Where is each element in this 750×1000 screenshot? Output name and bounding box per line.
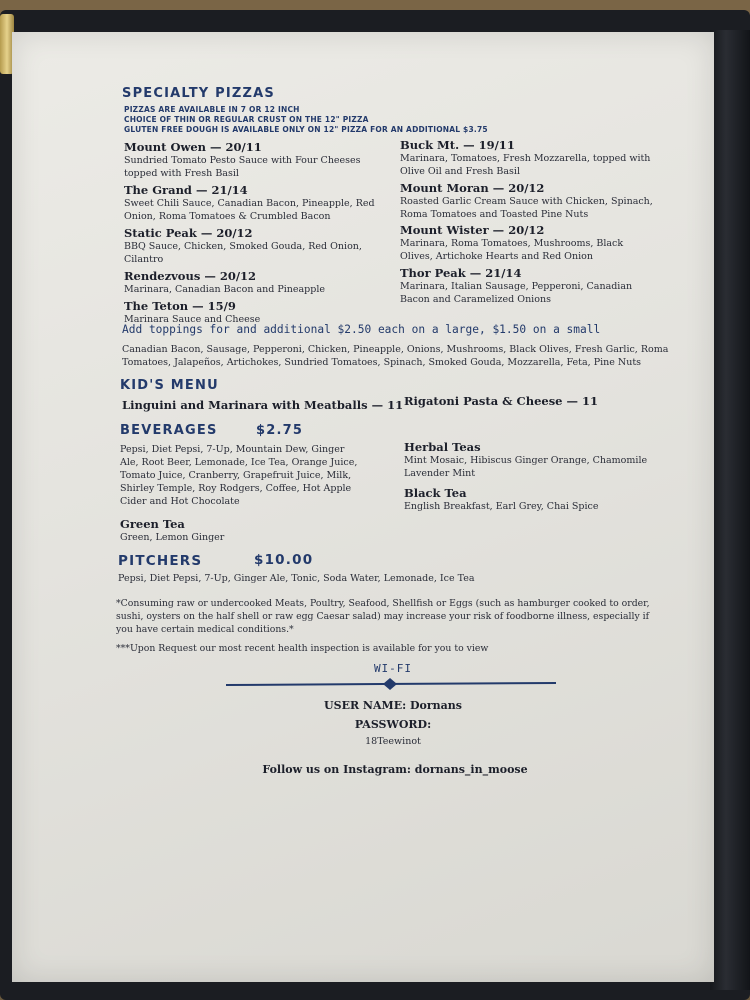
disclaimer-line: you have certain medical conditions.* (116, 624, 294, 635)
pizza-desc: Roma Tomatoes and Toasted Pine Nuts (400, 209, 589, 220)
wifi-heading: WI-FI (373, 662, 413, 675)
pitchers-price: $10.00 (254, 552, 314, 568)
pizza-title: The Teton — 15/9 (124, 299, 236, 313)
pizza-desc: Sundried Tomato Pesto Sauce with Four Cheeses (124, 155, 361, 166)
herbal-teas-desc: Mint Mosaic, Hibiscus Ginger Orange, Chamomile (404, 455, 648, 466)
pitchers-list: Pepsi, Diet Pepsi, 7-Up, Ginger Ale, Tonic, Soda Water, Lemonade, Ice Tea (118, 573, 475, 584)
menu-page (12, 32, 714, 982)
beverage-line: Cider and Hot Chocolate (120, 496, 240, 507)
pizza-desc: Cilantro (124, 254, 164, 265)
pizza-desc: BBQ Sauce, Chicken, Smoked Gouda, Red Onion, (124, 241, 362, 252)
beverage-line: Shirley Temple, Roy Rodgers, Coffee, Hot Apple (120, 483, 352, 494)
pizza-title: Mount Owen — 20/11 (124, 140, 262, 154)
pizza-item (124, 183, 375, 223)
wifi-username: USER NAME: Dornans (324, 699, 462, 712)
beverages-list (120, 443, 357, 508)
pizza-notes (124, 105, 488, 135)
toppings-line: Tomatoes, Jalapeños, Artichokes, Sundried Tomatoes, Spinach, Smoked Gouda, Mozzarella, Feta, Pine Nuts (122, 357, 642, 368)
herbal-teas-title: Herbal Teas (404, 440, 481, 454)
beverages-heading: BEVERAGES (120, 423, 218, 438)
instagram-line: Follow us on Instagram: dornans_in_moose (262, 763, 528, 776)
pizza-desc: Marinara Sauce and Cheese (124, 314, 261, 325)
kids-item-right: Rigatoni Pasta & Cheese — 11 (404, 394, 599, 408)
pizza-item (124, 226, 362, 266)
pizza-desc: Marinara, Tomatoes, Fresh Mozzarella, topped with (400, 153, 651, 164)
pizza-item (400, 223, 623, 263)
pizza-title: Static Peak — 20/12 (124, 226, 253, 240)
raw-food-disclaimer (116, 597, 650, 636)
pizza-desc: Onion, Roma Tomatoes & Crumbled Bacon (124, 211, 331, 222)
kids-item-left: Linguini and Marinara with Meatballs — 11 (122, 398, 404, 412)
pizza-item (124, 299, 260, 326)
pizza-item (400, 266, 632, 306)
pizza-item (124, 140, 361, 180)
black-tea (404, 486, 598, 513)
herbal-teas-desc: Lavender Mint (404, 468, 476, 479)
beverage-line: Ale, Root Beer, Lemonade, Ice Tea, Orange Juice, (120, 457, 358, 468)
binder-spine (710, 30, 750, 990)
beverage-line: Tomato Juice, Cranberry, Grapefruit Juice, Milk, (120, 470, 352, 481)
pizza-item (400, 138, 650, 178)
pizza-item (400, 181, 653, 221)
pizza-desc: Olives, Artichoke Hearts and Red Onion (400, 251, 593, 262)
beverage-line: Pepsi, Diet Pepsi, 7-Up, Mountain Dew, Ginger (120, 444, 345, 455)
black-tea-title: Black Tea (404, 486, 467, 500)
green-tea-title: Green Tea (120, 517, 185, 531)
pizza-title: Thor Peak — 21/14 (400, 266, 522, 280)
pitchers-heading: PITCHERS (118, 553, 203, 569)
pizza-title: The Grand — 21/14 (124, 183, 248, 197)
pizza-desc: Roasted Garlic Cream Sauce with Chicken, Spinach, (400, 196, 653, 207)
herbal-teas (404, 440, 647, 480)
disclaimer-line: sushi, oysters on the half shell or raw egg Caesar salad) may increase your risk of foodborne illness, especially if (116, 611, 650, 622)
pizza-desc: Bacon and Caramelized Onions (400, 294, 551, 305)
pizza-title: Rendezvous — 20/12 (124, 269, 257, 283)
pizza-item (124, 269, 325, 296)
pizzas-heading: SPECIALTY PIZZAS (122, 86, 275, 101)
black-tea-desc: English Breakfast, Earl Grey, Chai Spice (404, 501, 599, 512)
wifi-password: 18Teewinot (365, 736, 421, 747)
kids-heading: KID'S MENU (120, 378, 219, 393)
pizza-desc: topped with Fresh Basil (124, 168, 239, 179)
pizza-note: PIZZAS ARE AVAILABLE IN 7 OR 12 INCH (124, 105, 300, 114)
pizza-desc: Marinara, Canadian Bacon and Pineapple (124, 284, 325, 295)
pizza-desc: Olive Oil and Fresh Basil (400, 166, 521, 177)
disclaimer-line: *Consuming raw or undercooked Meats, Poultry, Seafood, Shellfish or Eggs (such as hamburger cooked to order, (116, 598, 650, 609)
toppings-list (122, 343, 669, 369)
pizza-title: Buck Mt. — 19/11 (400, 138, 515, 152)
wifi-divider (226, 677, 556, 691)
green-tea (120, 517, 224, 544)
pizza-title: Mount Wister — 20/12 (400, 223, 545, 237)
beverages-price: $2.75 (256, 423, 304, 438)
green-tea-desc: Green, Lemon Ginger (120, 532, 225, 543)
pizza-desc: Sweet Chili Sauce, Canadian Bacon, Pineapple, Red (124, 198, 375, 209)
pizza-desc: Marinara, Roma Tomatoes, Mushrooms, Black (400, 238, 624, 249)
wifi-password-label: PASSWORD: (354, 718, 432, 731)
pizza-title: Mount Moran — 20/12 (400, 181, 545, 195)
pizza-note: GLUTEN FREE DOUGH IS AVAILABLE ONLY ON 12" PIZZA FOR AN ADDITIONAL $3.75 (124, 125, 488, 134)
toppings-line: Canadian Bacon, Sausage, Pepperoni, Chicken, Pineapple, Onions, Mushrooms, Black Olives, Fresh Garlic, Roma (122, 344, 669, 355)
toppings-heading: Add toppings for and additional $2.50 each on a large, $1.50 on a small (122, 323, 601, 336)
pizza-desc: Marinara, Italian Sausage, Pepperoni, Canadian (400, 281, 633, 292)
inspection-note: ***Upon Request our most recent health inspection is available for you to view (116, 643, 489, 654)
pizza-note: CHOICE OF THIN OR REGULAR CRUST ON THE 12" PIZZA (124, 115, 369, 124)
